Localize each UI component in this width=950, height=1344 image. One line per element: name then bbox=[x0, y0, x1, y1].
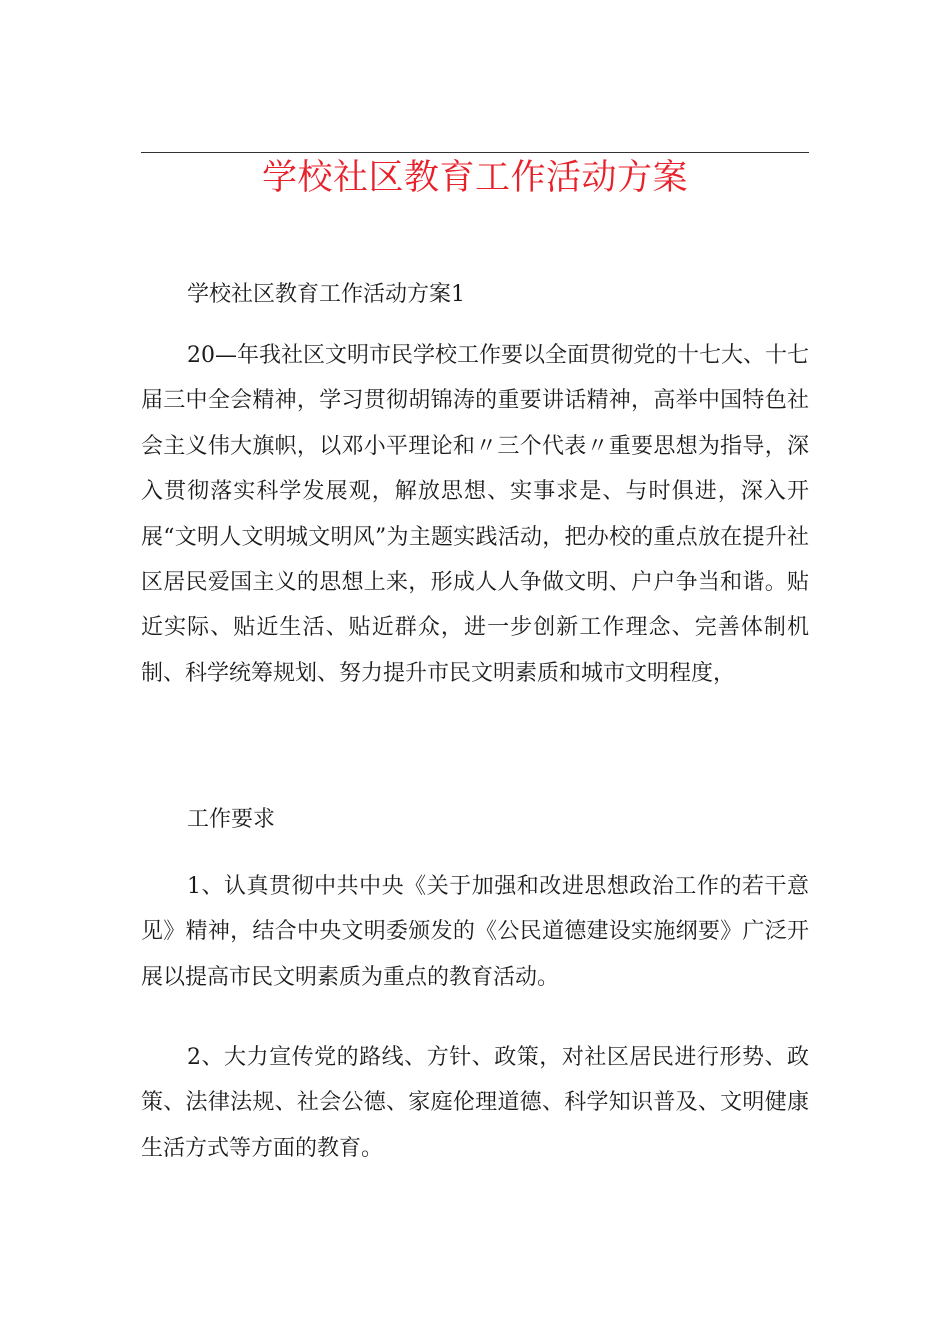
requirements-heading: 工作要求 bbox=[187, 807, 276, 832]
requirement-item-1: 1、认真贯彻中共中央《关于加强和改进思想政治工作的若干意见》精神，结合中央文明委颁发的《公民道德建设实施纲要》广泛开展以提高市民文明素质为重点的教育活动。 bbox=[141, 874, 809, 990]
requirement-item-2: 2、大力宣传党的路线、方针、政策，对社区居民进行形势、政策、法律法规、社会公德、家庭伦理道德、科学知识普及、文明健康生活方式等方面的教育。 bbox=[141, 1045, 809, 1161]
document-title: 学校社区教育工作活动方案 bbox=[261, 158, 688, 198]
intro-paragraph: 20—年我社区文明市民学校工作要以全面贯彻党的十七大、十七届三中全会精神，学习贯彻胡锦涛的重要讲话精神，高举中国特色社会主义伟大旗帜，以邓小平理论和〃三个代表〃重要思想为指导，深入贯彻落实科学发展观，解放思想、实事求是、与时俱进，深入开展“文明人文明城文明风”为主题实践活动，把办校的重点放在提升社区居民爱国主义的思想上来，形成人人争做文明、户户争当和谐。贴近实际、贴近生活、贴近群众，进一步创新工作理念、完善体制机制、科学统筹规划、努力提升市民文明素质和城市文明程度， bbox=[141, 343, 809, 686]
section-heading: 学校社区教育工作活动方案1 bbox=[187, 282, 465, 307]
